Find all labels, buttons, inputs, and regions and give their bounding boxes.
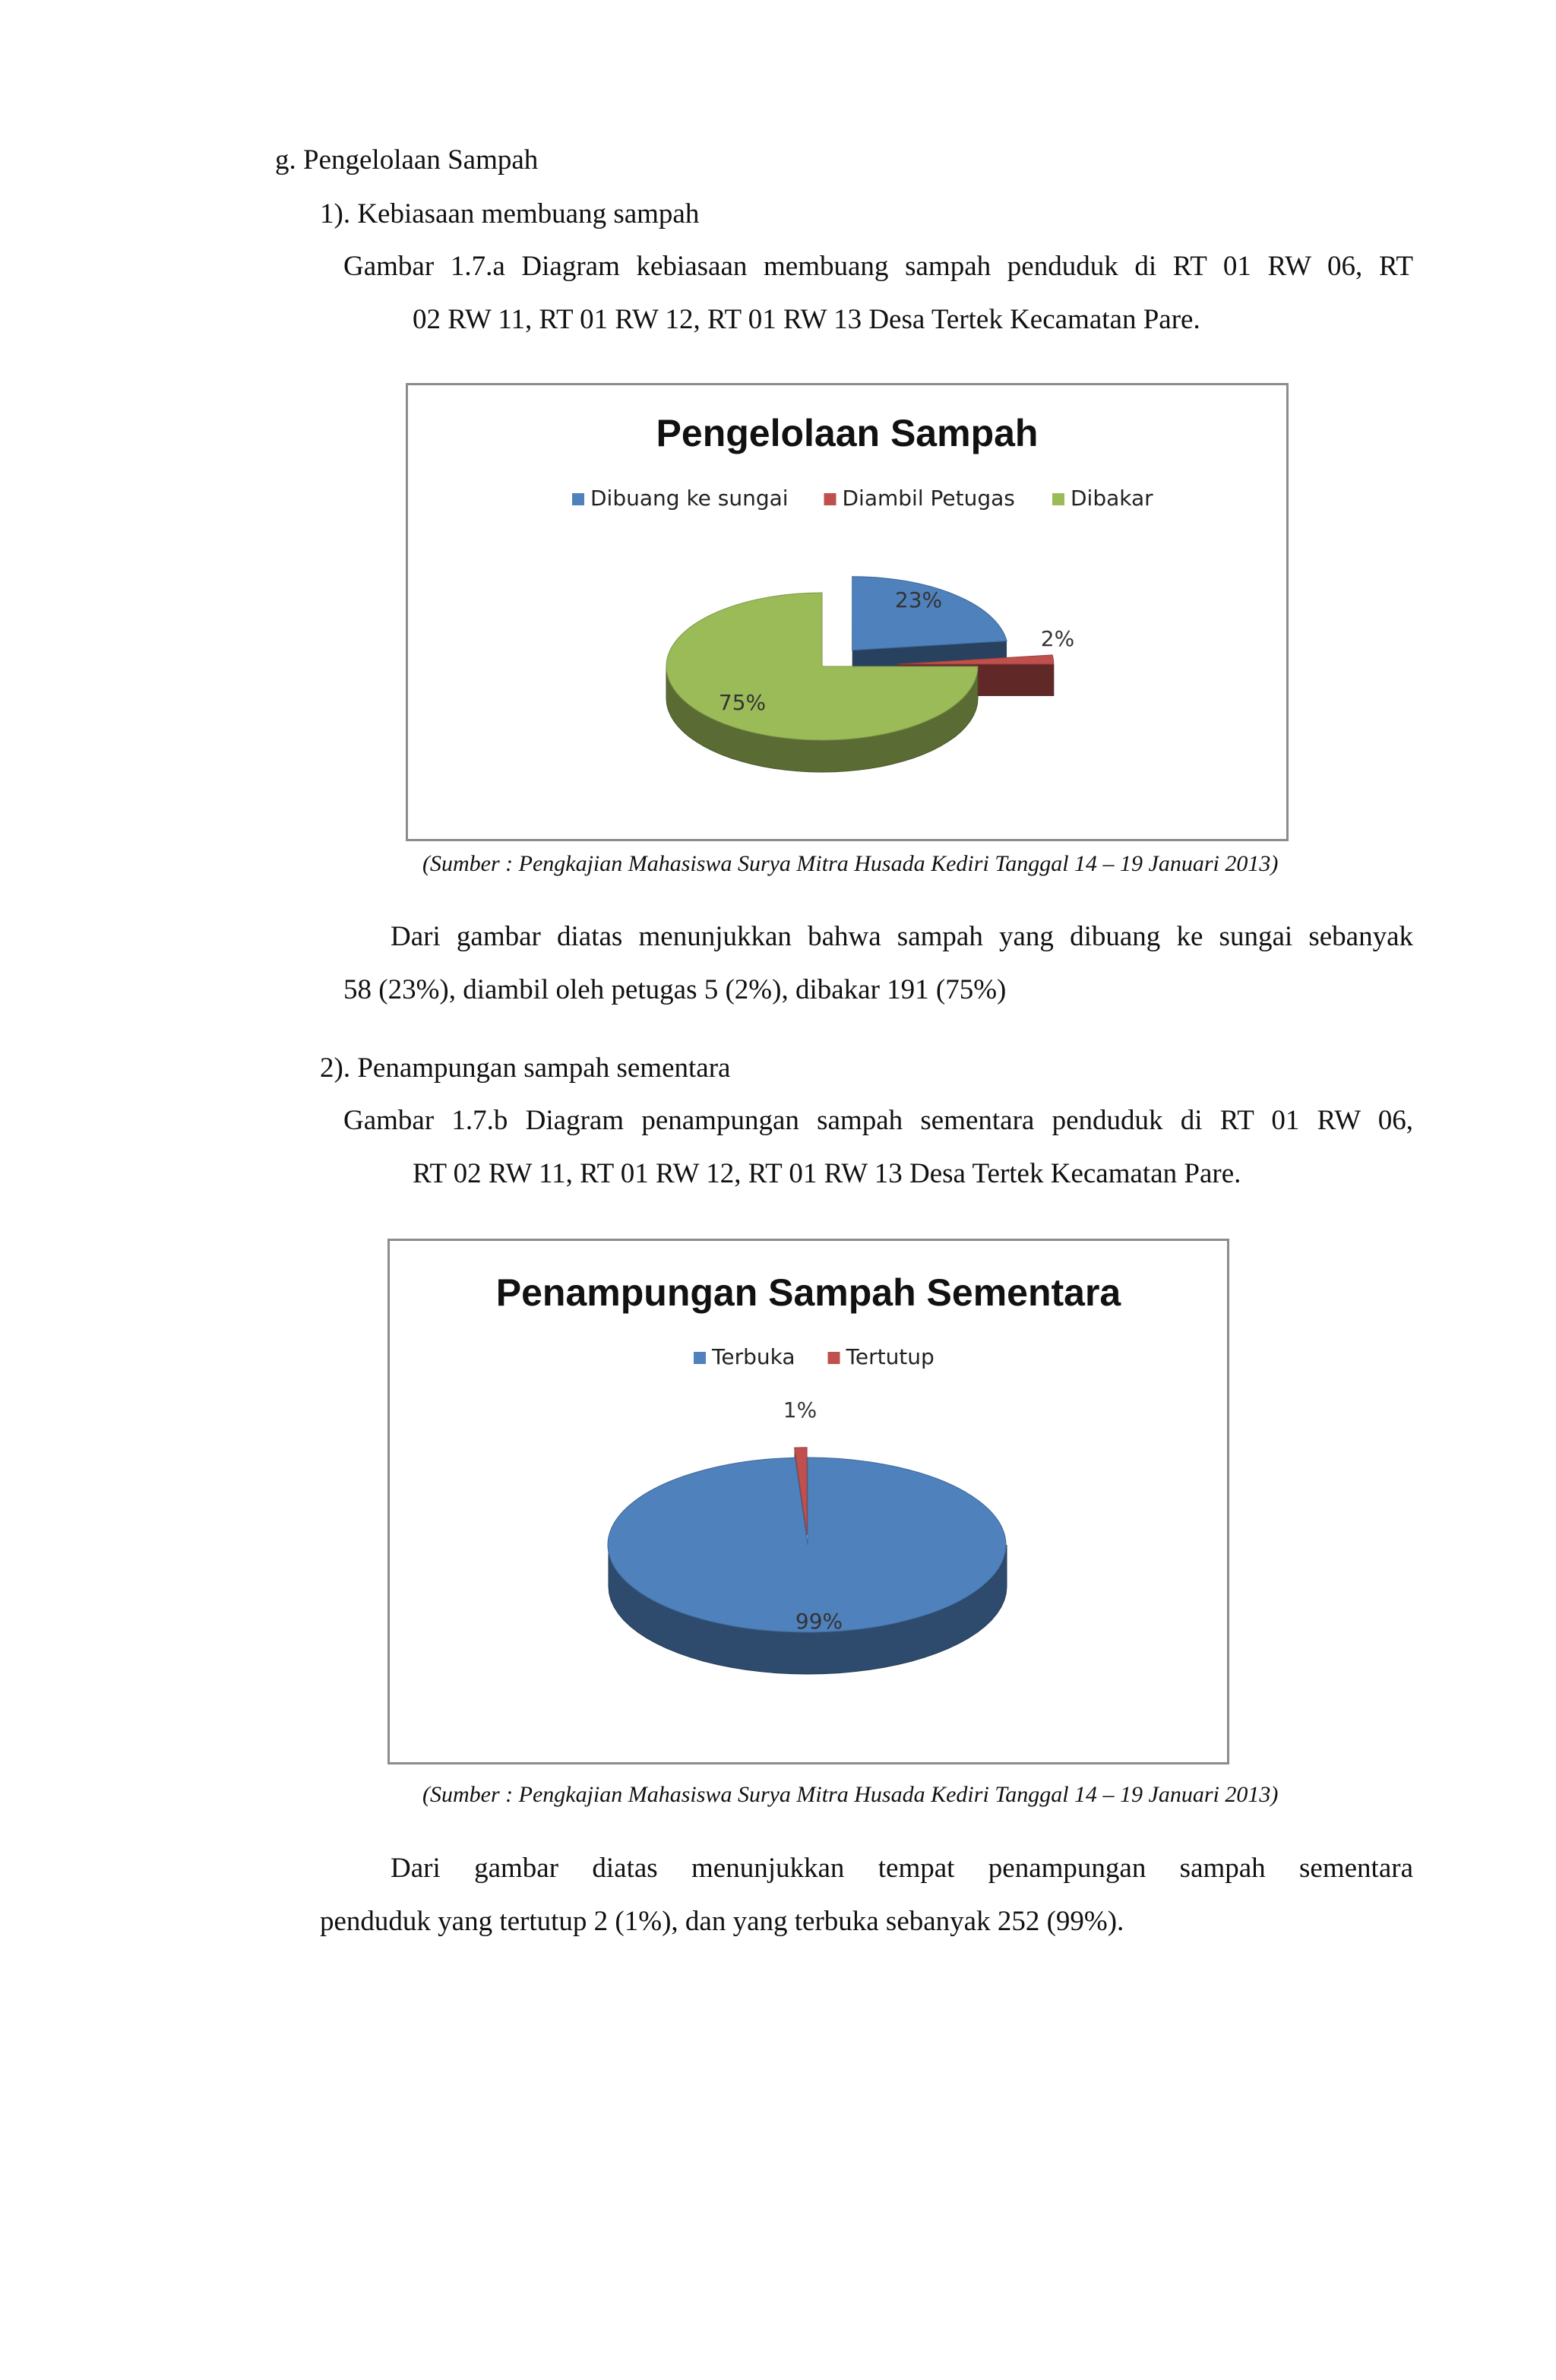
legend-swatch-dibakar [1052, 493, 1064, 505]
data-label-diambil-petugas: 2% [1040, 626, 1075, 651]
paragraph-1-line-1: Dari gambar diatas menunjukkan bahwa sampah yang dibuang ke sungai sebanyak [391, 921, 1413, 952]
figure-2-caption-line-1: Gambar 1.7.b Diagram penampungan sampah sementara penduduk di RT 01 RW 06, [343, 1105, 1413, 1136]
chart-legend [572, 486, 1153, 511]
paragraph-2-line-2: penduduk yang tertutup 2 (1%), dan yang terbuka sebanyak 252 (99%). [320, 1906, 1124, 1937]
legend-label-tertutup: Tertutup [846, 1344, 935, 1369]
chart-pengelolaan-sampah [406, 383, 1289, 841]
data-label-dibuang-ke-sungai: 23% [894, 587, 943, 612]
legend-label-terbuka: Terbuka [712, 1344, 795, 1369]
chart-title: Pengelolaan Sampah [656, 412, 1039, 454]
figure-1-caption-line-2: 02 RW 11, RT 01 RW 12, RT 01 RW 13 Desa Tertek Kecamatan Pare. [413, 304, 1200, 335]
figure-1-source: (Sumber : Pengkajian Mahasiswa Surya Mitra Husada Kediri Tanggal 14 – 19 Januari 2013) [422, 851, 1279, 876]
legend-label-diambil-petugas: Diambil Petugas [842, 486, 1015, 511]
pie-chart-2 [390, 1241, 1227, 1762]
chart-legend [694, 1344, 935, 1369]
legend-label-dibuang-ke-sungai: Dibuang ke sungai [590, 486, 789, 511]
data-label-tertutup: 1% [783, 1397, 818, 1423]
legend-swatch-tertutup [828, 1352, 840, 1364]
subsection-1-title: 1). Kebiasaan membuang sampah [320, 198, 700, 229]
legend-label-dibakar: Dibakar [1071, 486, 1153, 511]
legend-swatch-terbuka [694, 1352, 706, 1364]
figure-2-source: (Sumber : Pengkajian Mahasiswa Surya Mitra Husada Kediri Tanggal 14 – 19 Januari 2013) [422, 1782, 1279, 1807]
paragraph-2-line-1: Dari gambar diatas menunjukkan tempat penampungan sampah sementara [391, 1853, 1413, 1884]
figure-2-caption-line-2: RT 02 RW 11, RT 01 RW 12, RT 01 RW 13 Desa Tertek Kecamatan Pare. [413, 1158, 1241, 1189]
paragraph-1-line-2: 58 (23%), diambil oleh petugas 5 (2%), dibakar 191 (75%) [343, 974, 1007, 1005]
figure-1-caption-line-1: Gambar 1.7.a Diagram kebiasaan membuang sampah penduduk di RT 01 RW 06, RT [343, 251, 1413, 282]
legend-swatch-dibuang-ke-sungai [572, 493, 584, 505]
subsection-2-title: 2). Penampungan sampah sementara [320, 1052, 731, 1084]
section-heading: g. Pengelolaan Sampah [275, 144, 539, 176]
data-label-terbuka: 99% [795, 1609, 843, 1634]
chart-penampungan-sampah-sementara [387, 1239, 1229, 1764]
pie-chart-1 [408, 385, 1286, 839]
data-label-dibakar: 75% [718, 690, 767, 715]
legend-swatch-diambil-petugas [824, 493, 837, 505]
chart-title: Penampungan Sampah Sementara [495, 1271, 1121, 1314]
